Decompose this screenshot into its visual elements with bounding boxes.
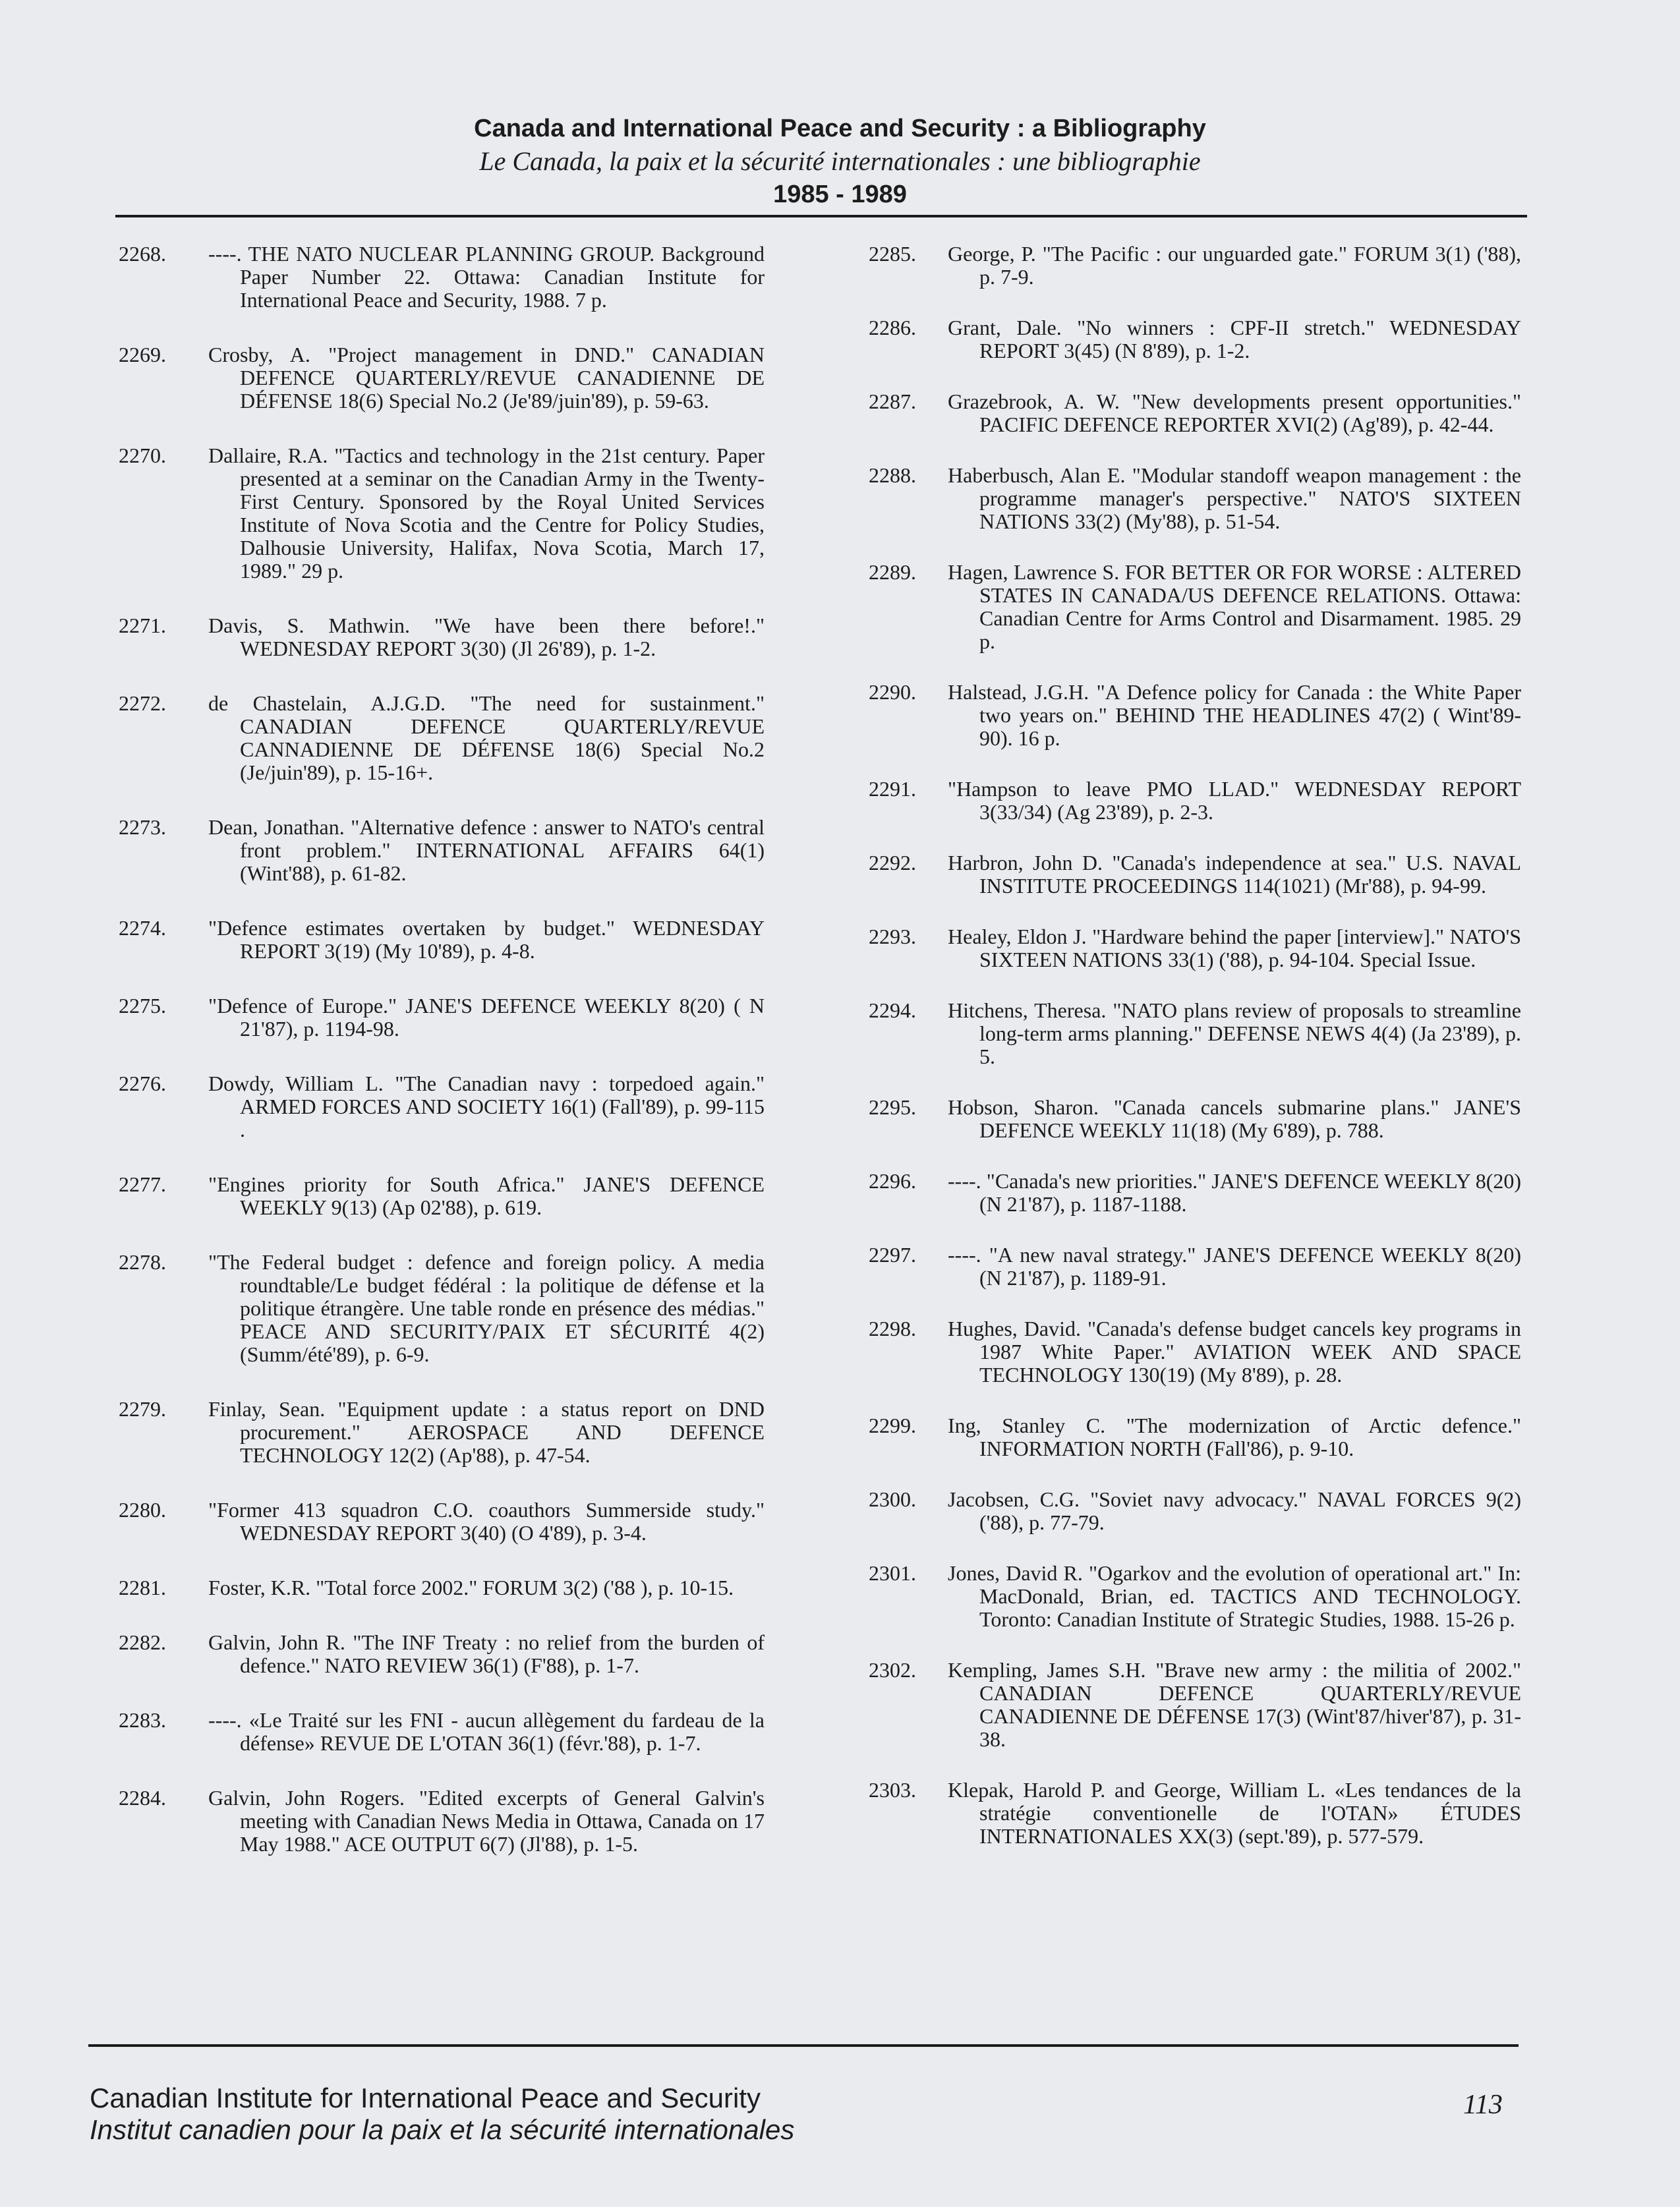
entry-number: 2278. xyxy=(119,1250,166,1274)
entry-citation: Hagen, Lawrence S. FOR BETTER OR FOR WORSE : ALTERED STATES IN CANADA/US DEFENCE RELATIONS. Ottawa: Canadian Centre for Arms Control and Disarmament. 1985. 29 p. xyxy=(948,560,1521,653)
page-number: 113 xyxy=(1463,2090,1503,2120)
bibliography-entry xyxy=(869,1244,1521,1290)
entry-number: 2290. xyxy=(869,680,916,704)
footer-institute-french: Institut canadien pour la paix et la sécurité internationales xyxy=(90,2114,795,2145)
entry-number: 2303. xyxy=(869,1778,916,1802)
bibliography-entry xyxy=(869,1096,1521,1142)
entry-number: 2275. xyxy=(119,994,166,1018)
entry-citation: Halstead, J.G.H. "A Defence policy for Canada : the White Paper two years on." BEHIND THE HEADLINES 47(2) ( Wint'89-90). 16 p. xyxy=(948,680,1521,750)
entry-number: 2281. xyxy=(119,1576,166,1599)
entry-citation: Ing, Stanley C. "The modernization of Arctic defence." INFORMATION NORTH (Fall'86), p. 9-10. xyxy=(948,1414,1521,1460)
entry-number: 2283. xyxy=(119,1708,166,1732)
bibliography-entry xyxy=(119,692,765,784)
entry-number: 2274. xyxy=(119,916,166,940)
entry-number: 2269. xyxy=(119,343,166,366)
entry-citation: George, P. "The Pacific : our unguarded gate." FORUM 3(1) ('88), p. 7-9. xyxy=(948,242,1521,289)
entry-number: 2301. xyxy=(869,1561,916,1585)
bibliography-entry xyxy=(119,1499,765,1545)
entry-number: 2268. xyxy=(119,242,166,266)
entry-number: 2284. xyxy=(119,1786,166,1810)
entry-citation: Dean, Jonathan. "Alternative defence : answer to NATO's central front problem." INTERNATIONAL AFFAIRS 64(1) (Wint'88), p. 61-82. xyxy=(208,815,765,885)
entry-citation: Haberbusch, Alan E. "Modular standoff weapon management : the programme manager's perspective." NATO'S SIXTEEN NATIONS 33(2) (My'88), p. 51-54. xyxy=(948,463,1521,533)
entry-number: 2277. xyxy=(119,1172,166,1196)
bibliography-entry xyxy=(869,1414,1521,1460)
bibliography-entry xyxy=(869,1488,1521,1534)
entry-citation: ----. THE NATO NUCLEAR PLANNING GROUP. Background Paper Number 22. Ottawa: Canadian Institute for International Peace and Security, 1988. 7 p. xyxy=(208,242,765,312)
page-title: Canada and International Peace and Security : a Bibliography xyxy=(474,115,1206,142)
footer-divider xyxy=(88,2044,1519,2047)
bibliography-entry xyxy=(119,343,765,413)
footer-institute-english: Canadian Institute for International Peace and Security xyxy=(90,2082,761,2113)
entry-citation: Davis, S. Mathwin. "We have been there before!." WEDNESDAY REPORT 3(30) (Jl 26'89), p. 1-2. xyxy=(208,614,765,660)
bibliography-entry xyxy=(869,316,1521,362)
bibliography-entry xyxy=(119,614,765,660)
entry-citation: Kempling, James S.H. "Brave new army : the militia of 2002." CANADIAN DEFENCE QUARTERLY/REVUE CANADIENNE DE DÉFENSE 17(3) (Wint'87/hiver'87), p. 31-38. xyxy=(948,1658,1521,1751)
entry-citation: Harbron, John D. "Canada's independence at sea." U.S. NAVAL INSTITUTE PROCEEDINGS 114(1021) (Mr'88), p. 94-99. xyxy=(948,851,1521,898)
bibliography-entry xyxy=(119,243,765,312)
bibliography-entry xyxy=(869,1317,1521,1387)
bibliography-entry xyxy=(119,1576,765,1599)
bibliography-entry xyxy=(119,444,765,583)
entry-citation: "Hampson to leave PMO LLAD." WEDNESDAY REPORT 3(33/34) (Ag 23'89), p. 2-3. xyxy=(948,777,1521,824)
entry-number: 2279. xyxy=(119,1397,166,1421)
entry-citation: Galvin, John Rogers. "Edited excerpts of General Galvin's meeting with Canadian News Media in Ottawa, Canada on 17 May 1988." ACE OUTPUT 6(7) (Jl'88), p. 1-5. xyxy=(208,1786,765,1856)
bibliography-entry xyxy=(119,1173,765,1219)
entry-number: 2297. xyxy=(869,1243,916,1267)
entry-number: 2276. xyxy=(119,1072,166,1095)
bibliography-entry xyxy=(119,1072,765,1141)
entry-number: 2288. xyxy=(869,463,916,487)
entry-number: 2291. xyxy=(869,777,916,801)
bibliography-entry xyxy=(869,1779,1521,1848)
entry-number: 2295. xyxy=(869,1095,916,1119)
entry-number: 2300. xyxy=(869,1487,916,1511)
entry-number: 2273. xyxy=(119,815,166,839)
bibliography-entry xyxy=(119,917,765,963)
entry-number: 2294. xyxy=(869,998,916,1022)
bibliography-entry xyxy=(119,816,765,885)
right-column xyxy=(869,243,1521,1876)
page-header xyxy=(0,112,1680,211)
entry-number: 2271. xyxy=(119,614,166,637)
bibliography-entry xyxy=(869,1562,1521,1631)
entry-citation: Foster, K.R. "Total force 2002." FORUM 3(2) ('88 ), p. 10-15. xyxy=(208,1576,734,1599)
entry-citation: Hughes, David. "Canada's defense budget cancels key programs in 1987 White Paper." AVIATION WEEK AND SPACE TECHNOLOGY 130(19) (My 8'89), p. 28. xyxy=(948,1317,1521,1387)
page-years: 1985 - 1989 xyxy=(773,181,907,208)
entry-number: 2270. xyxy=(119,444,166,467)
bibliography-entry xyxy=(119,1398,765,1467)
entry-number: 2280. xyxy=(119,1498,166,1522)
entry-citation: ----. «Le Traité sur les FNI - aucun allègement du fardeau de la défense» REVUE DE L'OTAN 36(1) (févr.'88), p. 1-7. xyxy=(208,1708,765,1755)
entry-citation: Dallaire, R.A. "Tactics and technology in the 21st century. Paper presented at a seminar on the Canadian Army in the Twenty-First Century. Sponsored by the Royal United Services Institute of Nova Scotia and the Centre for Policy Studies, Dalhousie University, Halifax, Nova Scotia, March 17, 1989." 29 p. xyxy=(208,444,765,583)
entry-citation: Hitchens, Theresa. "NATO plans review of proposals to streamline long-term arms planning." DEFENSE NEWS 4(4) (Ja 23'89), p. 5. xyxy=(948,998,1521,1068)
bibliography-entry xyxy=(869,925,1521,971)
entry-citation: "Defence estimates overtaken by budget." WEDNESDAY REPORT 3(19) (My 10'89), p. 4-8. xyxy=(208,916,765,963)
entry-number: 2289. xyxy=(869,560,916,584)
entry-citation: Hobson, Sharon. "Canada cancels submarine plans." JANE'S DEFENCE WEEKLY 11(18) (My 6'89), p. 788. xyxy=(948,1095,1521,1142)
bibliography-entry xyxy=(869,464,1521,533)
entry-citation: ----. "Canada's new priorities." JANE'S DEFENCE WEEKLY 8(20) (N 21'87), p. 1187-1188. xyxy=(948,1169,1521,1216)
entry-citation: de Chastelain, A.J.G.D. "The need for sustainment." CANADIAN DEFENCE QUARTERLY/REVUE CANNADIENNE DE DÉFENSE 18(6) Special No.2 (Je/juin'89), p. 15-16+. xyxy=(208,691,765,784)
bibliography-entry xyxy=(119,1787,765,1856)
bibliography-entry xyxy=(869,1170,1521,1216)
entry-number: 2286. xyxy=(869,316,916,339)
entry-citation: ----. "A new naval strategy." JANE'S DEFENCE WEEKLY 8(20) (N 21'87), p. 1189-91. xyxy=(948,1243,1521,1290)
entry-number: 2285. xyxy=(869,242,916,266)
bibliography-entry xyxy=(119,1709,765,1755)
bibliography-entry xyxy=(869,390,1521,436)
bibliography-entry xyxy=(869,681,1521,750)
entry-citation: Klepak, Harold P. and George, William L. «Les tendances de la stratégie conventionelle de l'OTAN» ÉTUDES INTERNATIONALES XX(3) (sept.'89), p. 577-579. xyxy=(948,1778,1521,1848)
page-subtitle: Le Canada, la paix et la sécurité internationales : une bibliographie xyxy=(479,146,1201,176)
entry-citation: Crosby, A. "Project management in DND." CANADIAN DEFENCE QUARTERLY/REVUE CANADIENNE DE DÉFENSE 18(6) Special No.2 (Je'89/juin'89), p. 59-63. xyxy=(208,343,765,413)
bibliography-entry xyxy=(869,561,1521,653)
bibliography-entry xyxy=(869,778,1521,824)
entry-citation: Finlay, Sean. "Equipment update : a status report on DND procurement." AEROSPACE AND DEFENCE TECHNOLOGY 12(2) (Ap'88), p. 47-54. xyxy=(208,1397,765,1467)
entry-citation: Grazebrook, A. W. "New developments present opportunities." PACIFIC DEFENCE REPORTER XVI(2) (Ag'89), p. 42-44. xyxy=(948,389,1521,436)
entry-number: 2287. xyxy=(869,389,916,413)
entry-citation: Galvin, John R. "The INF Treaty : no relief from the burden of defence." NATO REVIEW 36(1) (F'88), p. 1-7. xyxy=(208,1630,765,1677)
entry-number: 2298. xyxy=(869,1317,916,1340)
bibliography-entry xyxy=(119,994,765,1041)
bibliography-entry xyxy=(869,851,1521,898)
header-divider xyxy=(115,215,1527,217)
entry-citation: "Former 413 squadron C.O. coauthors Summerside study." WEDNESDAY REPORT 3(40) (O 4'89), p. 3-4. xyxy=(208,1498,765,1545)
footer xyxy=(90,2082,794,2146)
bibliography-entry xyxy=(869,999,1521,1068)
entry-citation: Jones, David R. "Ogarkov and the evolution of operational art." In: MacDonald, Brian, ed. TACTICS AND TECHNOLOGY. Toronto: Canadian Institute of Strategic Studies, 1988. 15-26 p. xyxy=(948,1561,1521,1631)
entry-citation: Grant, Dale. "No winners : CPF-II stretch." WEDNESDAY REPORT 3(45) (N 8'89), p. 1-2. xyxy=(948,316,1521,362)
entry-citation: Jacobsen, C.G. "Soviet navy advocacy." NAVAL FORCES 9(2) ('88), p. 77-79. xyxy=(948,1487,1521,1534)
bibliography-entry xyxy=(869,1659,1521,1751)
left-column xyxy=(119,243,765,1887)
entry-citation: "The Federal budget : defence and foreign policy. A media roundtable/Le budget fédéral : la politique de défense et la politique étrangère. Une table ronde en présence des médias." PEACE AND SECURITY/PAIX ET SÉCURITÉ 4(2) (Summ/été'89), p. 6-9. xyxy=(208,1250,765,1366)
entry-citation: Dowdy, William L. "The Canadian navy : torpedoed again." ARMED FORCES AND SOCIETY 16(1) (Fall'89), p. 99-115 . xyxy=(208,1072,765,1141)
entry-citation: "Engines priority for South Africa." JANE'S DEFENCE WEEKLY 9(13) (Ap 02'88), p. 619. xyxy=(208,1172,765,1219)
entry-number: 2292. xyxy=(869,851,916,874)
entry-number: 2302. xyxy=(869,1658,916,1682)
entry-number: 2272. xyxy=(119,691,166,715)
entry-citation: Healey, Eldon J. "Hardware behind the paper [interview]." NATO'S SIXTEEN NATIONS 33(1) ('88), p. 94-104. Special Issue. xyxy=(948,925,1521,971)
entry-number: 2293. xyxy=(869,925,916,948)
bibliography-entry xyxy=(119,1631,765,1677)
entry-number: 2299. xyxy=(869,1414,916,1437)
bibliography-entry xyxy=(119,1251,765,1366)
entry-number: 2296. xyxy=(869,1169,916,1193)
entry-citation: "Defence of Europe." JANE'S DEFENCE WEEKLY 8(20) ( N 21'87), p. 1194-98. xyxy=(208,994,765,1041)
bibliography-entry xyxy=(869,243,1521,289)
entry-number: 2282. xyxy=(119,1630,166,1654)
